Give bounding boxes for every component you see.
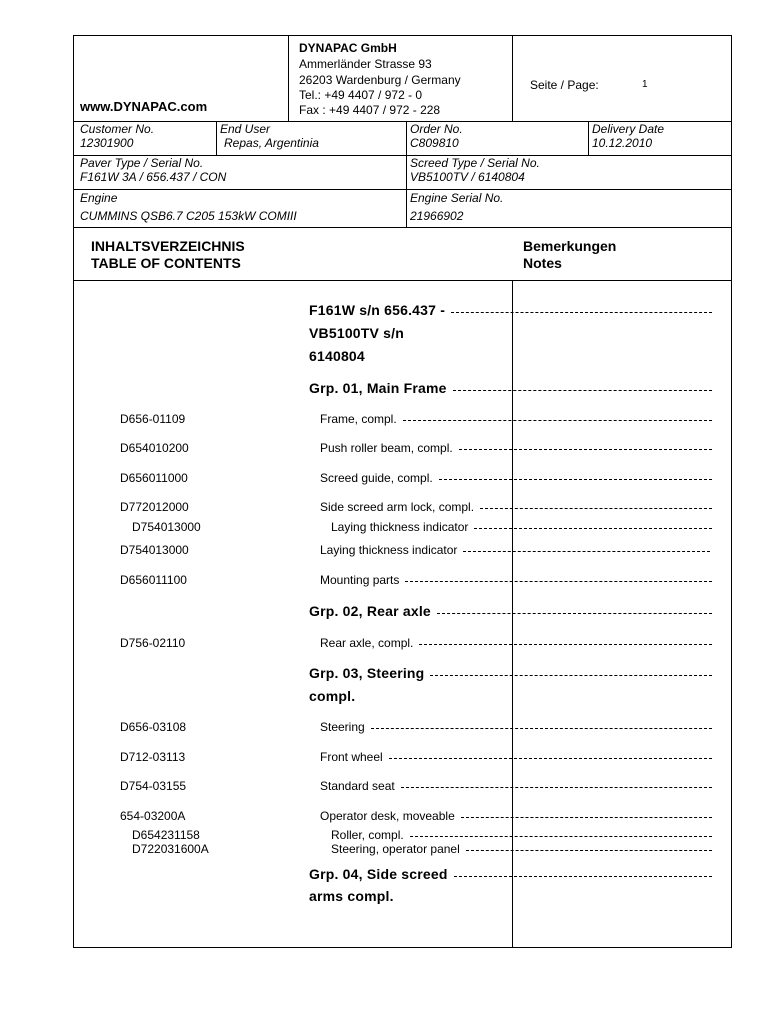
screed-type-label: Screed Type / Serial No.	[410, 156, 540, 170]
dotted-leader	[439, 479, 712, 480]
toc-group-04[interactable]	[309, 866, 712, 883]
paver-type-label: Paver Type / Serial No.	[80, 156, 204, 170]
toc-title-german: INHALTSVERZEICHNIS	[91, 238, 245, 254]
dotted-leader	[403, 420, 712, 421]
company-name: DYNAPAC GmbH	[299, 41, 397, 55]
end-user-value: Repas, Argentinia	[224, 136, 319, 150]
customer-no-label: Customer No.	[80, 122, 155, 136]
dotted-leader	[474, 528, 712, 529]
toc-group-03[interactable]	[309, 665, 712, 682]
toc-header-rule	[73, 280, 732, 281]
dotted-leader	[463, 551, 710, 552]
engine-serial-value: 21966902	[410, 209, 464, 223]
entry-description: Screed guide, compl.	[320, 471, 433, 485]
toc-entry-machine[interactable]	[309, 302, 712, 319]
toc-entry[interactable]	[320, 720, 712, 734]
dotted-leader	[451, 312, 712, 313]
entry-description: Side screed arm lock, compl.	[320, 500, 475, 514]
toc-entry[interactable]	[320, 412, 712, 426]
dotted-leader	[454, 876, 712, 877]
info-rule-2	[73, 189, 732, 190]
group-title: Grp. 01, Main Frame	[309, 380, 447, 396]
toc-entry[interactable]	[320, 750, 712, 764]
group-title: Grp. 02, Rear axle	[309, 603, 431, 619]
engine-value: CUMMINS QSB6.7 C205 153kW COMIII	[80, 209, 297, 223]
delivery-date-label: Delivery Date	[592, 122, 665, 136]
header-divider-left	[288, 35, 289, 121]
order-no-label: Order No.	[410, 122, 463, 136]
toc-entry[interactable]	[331, 520, 712, 534]
info-divider-2	[406, 121, 407, 227]
toc-entry[interactable]	[320, 543, 710, 557]
company-address-city: 26203 Wardenburg / Germany	[299, 73, 461, 87]
dotted-leader	[437, 613, 712, 614]
dotted-leader	[480, 508, 712, 509]
toc-entry[interactable]	[320, 471, 712, 485]
paver-type-value: F161W 3A / 656.437 / CON	[80, 170, 227, 184]
entry-description: Steering	[320, 720, 365, 734]
company-fax: Fax : +49 4407 / 972 - 228	[299, 103, 441, 117]
entry-description: Push roller beam, compl.	[320, 441, 453, 455]
toc-machine-line-1: F161W s/n 656.437 -	[309, 302, 446, 318]
part-code: D772012000	[120, 500, 189, 514]
toc-group-02[interactable]	[309, 603, 712, 620]
info-rule-3	[73, 227, 732, 228]
toc-entry[interactable]	[320, 809, 712, 823]
dotted-leader	[453, 390, 712, 391]
info-divider-1	[216, 121, 217, 155]
entry-description: Standard seat	[320, 779, 395, 793]
entry-description: Rear axle, compl.	[320, 636, 414, 650]
toc-entry[interactable]	[320, 779, 712, 793]
page-label: Seite / Page:	[530, 78, 599, 92]
part-code: D754-03155	[120, 779, 187, 793]
customer-no-value: 12301900	[80, 136, 134, 150]
entry-description: Mounting parts	[320, 573, 400, 587]
dotted-leader	[389, 758, 712, 759]
screed-type-value: VB5100TV / 6140804	[410, 170, 525, 184]
dotted-leader	[430, 675, 712, 676]
part-code: D656-01109	[120, 412, 186, 426]
engine-serial-label: Engine Serial No.	[410, 191, 504, 205]
entry-description: Roller, compl.	[331, 828, 404, 842]
toc-group-01[interactable]	[309, 380, 712, 397]
dotted-leader	[405, 581, 712, 582]
notes-title-english: Notes	[523, 255, 562, 271]
toc-entry[interactable]	[320, 636, 712, 650]
part-code: D654010200	[120, 441, 189, 455]
toc-entry[interactable]	[331, 842, 712, 856]
toc-machine-line-3: 6140804	[309, 348, 365, 364]
entry-description: Laying thickness indicator	[320, 543, 458, 557]
part-code: D656-03108	[120, 720, 187, 734]
company-address-street: Ammerländer Strasse 93	[299, 57, 432, 71]
dotted-leader	[459, 449, 712, 450]
group-title-continuation: arms compl.	[309, 888, 394, 904]
part-code: D754013000	[120, 543, 189, 557]
part-code: D656011100	[120, 573, 187, 587]
delivery-date-value: 10.12.2010	[592, 136, 653, 150]
group-title-continuation: compl.	[309, 688, 356, 704]
group-title: Grp. 04, Side screed	[309, 866, 448, 882]
end-user-label: End User	[220, 122, 271, 136]
dotted-leader	[461, 817, 712, 818]
dotted-leader	[401, 787, 712, 788]
toc-machine-line-2: VB5100TV s/n	[309, 325, 404, 341]
header-divider-right	[512, 35, 513, 121]
page-number: 1	[642, 79, 648, 90]
engine-label: Engine	[80, 191, 118, 205]
toc-entry[interactable]	[320, 500, 712, 514]
dotted-leader	[419, 644, 712, 645]
notes-title-german: Bemerkungen	[523, 238, 617, 254]
toc-title-english: TABLE OF CONTENTS	[91, 255, 241, 271]
part-code: D754013000	[132, 520, 201, 534]
order-no-value: C809810	[410, 136, 459, 150]
toc-entry[interactable]	[320, 573, 712, 587]
part-code: D656011000	[120, 471, 188, 485]
website-url[interactable]: www.DYNAPAC.com	[80, 99, 208, 114]
dotted-leader	[371, 728, 712, 729]
info-divider-3	[588, 121, 589, 155]
group-title: Grp. 03, Steering	[309, 665, 425, 681]
toc-entry[interactable]	[331, 828, 712, 842]
part-code: D712-03113	[120, 750, 186, 764]
company-phone: Tel.: +49 4407 / 972 - 0	[299, 88, 423, 102]
dotted-leader	[466, 850, 712, 851]
part-code: 654-03200A	[120, 809, 186, 823]
part-code: D722031600A	[132, 842, 209, 856]
dotted-leader	[410, 836, 712, 837]
part-code: D756-02110	[120, 636, 186, 650]
entry-description: Front wheel	[320, 750, 383, 764]
entry-description: Laying thickness indicator	[331, 520, 469, 534]
entry-description: Operator desk, moveable	[320, 809, 455, 823]
entry-description: Steering, operator panel	[331, 842, 460, 856]
entry-description: Frame, compl.	[320, 412, 397, 426]
part-code: D654231158	[132, 828, 200, 842]
toc-entry[interactable]	[320, 441, 712, 455]
